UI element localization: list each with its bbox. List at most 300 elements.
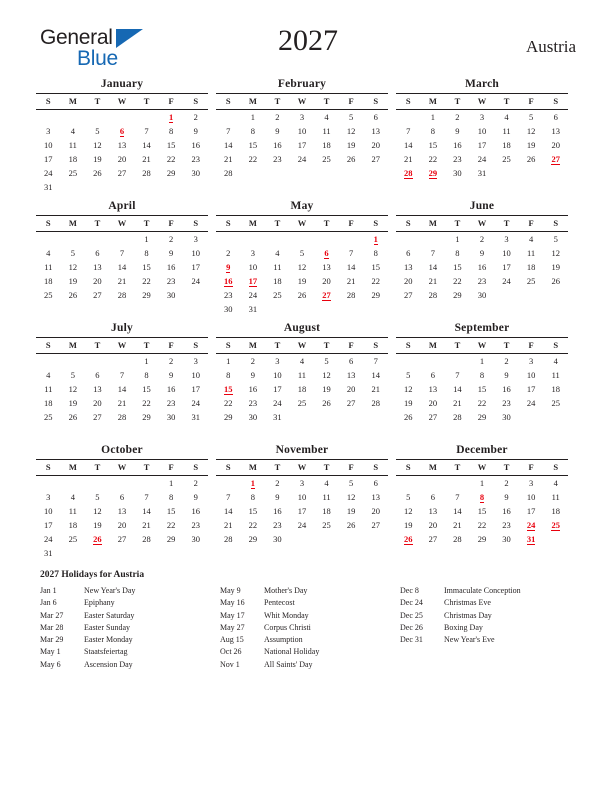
day-cell[interactable]	[519, 504, 544, 518]
day-cell[interactable]	[494, 232, 519, 247]
day-cell[interactable]	[494, 532, 519, 546]
day-cell[interactable]	[290, 110, 315, 125]
day-cell[interactable]	[396, 138, 421, 152]
day-cell[interactable]	[470, 124, 495, 138]
day-cell[interactable]	[339, 124, 364, 138]
day-cell[interactable]	[241, 152, 266, 166]
day-cell[interactable]	[85, 274, 110, 288]
day-cell[interactable]	[339, 518, 364, 532]
day-cell[interactable]	[216, 302, 241, 316]
day-cell[interactable]	[396, 382, 421, 396]
day-cell[interactable]	[421, 504, 446, 518]
day-cell[interactable]	[183, 518, 208, 532]
day-cell[interactable]	[421, 288, 446, 302]
day-cell[interactable]	[290, 504, 315, 518]
day-cell[interactable]	[421, 138, 446, 152]
day-cell[interactable]	[543, 274, 568, 288]
day-cell[interactable]	[470, 396, 495, 410]
day-cell[interactable]	[314, 354, 339, 369]
day-cell[interactable]	[314, 396, 339, 410]
day-cell[interactable]	[396, 490, 421, 504]
day-cell[interactable]	[36, 504, 61, 518]
day-cell[interactable]	[314, 246, 339, 260]
day-cell[interactable]	[494, 260, 519, 274]
day-cell[interactable]	[110, 504, 135, 518]
day-cell[interactable]	[216, 274, 241, 288]
day-cell[interactable]	[241, 124, 266, 138]
day-cell[interactable]	[470, 382, 495, 396]
day-cell[interactable]	[543, 490, 568, 504]
day-cell[interactable]	[445, 504, 470, 518]
day-cell[interactable]	[314, 138, 339, 152]
day-cell[interactable]	[543, 396, 568, 410]
day-cell[interactable]	[159, 166, 184, 180]
day-cell[interactable]	[339, 504, 364, 518]
day-cell[interactable]	[85, 288, 110, 302]
day-cell[interactable]	[61, 124, 86, 138]
day-cell[interactable]	[241, 110, 266, 125]
day-cell[interactable]	[339, 382, 364, 396]
day-cell[interactable]	[363, 138, 388, 152]
day-cell[interactable]	[543, 232, 568, 247]
day-cell[interactable]	[314, 476, 339, 491]
day-cell[interactable]	[216, 124, 241, 138]
day-cell[interactable]	[519, 246, 544, 260]
day-cell[interactable]	[519, 124, 544, 138]
day-cell[interactable]	[290, 396, 315, 410]
day-cell[interactable]	[134, 504, 159, 518]
day-cell[interactable]	[159, 232, 184, 247]
day-cell[interactable]	[290, 368, 315, 382]
day-cell[interactable]	[494, 410, 519, 424]
day-cell[interactable]	[216, 166, 241, 180]
day-cell[interactable]	[36, 532, 61, 546]
day-cell[interactable]	[519, 138, 544, 152]
day-cell[interactable]	[241, 518, 266, 532]
day-cell[interactable]	[445, 246, 470, 260]
day-cell[interactable]	[396, 152, 421, 166]
day-cell[interactable]	[265, 382, 290, 396]
day-cell[interactable]	[543, 476, 568, 491]
day-cell[interactable]	[519, 152, 544, 166]
day-cell[interactable]	[216, 396, 241, 410]
day-cell[interactable]	[85, 532, 110, 546]
day-cell[interactable]	[494, 110, 519, 125]
day-cell[interactable]	[61, 166, 86, 180]
day-cell[interactable]	[36, 368, 61, 382]
day-cell[interactable]	[85, 260, 110, 274]
day-cell[interactable]	[421, 246, 446, 260]
day-cell[interactable]	[241, 532, 266, 546]
day-cell[interactable]	[159, 138, 184, 152]
day-cell[interactable]	[494, 354, 519, 369]
day-cell[interactable]	[61, 490, 86, 504]
day-cell[interactable]	[183, 532, 208, 546]
day-cell[interactable]	[396, 396, 421, 410]
day-cell[interactable]	[445, 124, 470, 138]
day-cell[interactable]	[290, 246, 315, 260]
day-cell[interactable]	[216, 138, 241, 152]
day-cell[interactable]	[134, 274, 159, 288]
day-cell[interactable]	[396, 518, 421, 532]
day-cell[interactable]	[134, 382, 159, 396]
day-cell[interactable]	[134, 288, 159, 302]
day-cell[interactable]	[470, 504, 495, 518]
day-cell[interactable]	[183, 504, 208, 518]
day-cell[interactable]	[470, 166, 495, 180]
day-cell[interactable]	[241, 476, 266, 491]
day-cell[interactable]	[85, 152, 110, 166]
day-cell[interactable]	[216, 288, 241, 302]
day-cell[interactable]	[183, 368, 208, 382]
day-cell[interactable]	[110, 490, 135, 504]
day-cell[interactable]	[241, 504, 266, 518]
day-cell[interactable]	[396, 124, 421, 138]
day-cell[interactable]	[183, 166, 208, 180]
day-cell[interactable]	[85, 410, 110, 424]
day-cell[interactable]	[339, 138, 364, 152]
day-cell[interactable]	[159, 152, 184, 166]
day-cell[interactable]	[36, 246, 61, 260]
day-cell[interactable]	[61, 518, 86, 532]
day-cell[interactable]	[134, 532, 159, 546]
day-cell[interactable]	[396, 532, 421, 546]
day-cell[interactable]	[110, 152, 135, 166]
day-cell[interactable]	[265, 476, 290, 491]
day-cell[interactable]	[339, 246, 364, 260]
day-cell[interactable]	[314, 518, 339, 532]
day-cell[interactable]	[470, 246, 495, 260]
day-cell[interactable]	[290, 354, 315, 369]
day-cell[interactable]	[216, 152, 241, 166]
day-cell[interactable]	[241, 382, 266, 396]
day-cell[interactable]	[36, 180, 61, 194]
day-cell[interactable]	[339, 288, 364, 302]
day-cell[interactable]	[241, 410, 266, 424]
day-cell[interactable]	[494, 382, 519, 396]
day-cell[interactable]	[134, 152, 159, 166]
day-cell[interactable]	[339, 396, 364, 410]
day-cell[interactable]	[445, 532, 470, 546]
day-cell[interactable]	[421, 274, 446, 288]
day-cell[interactable]	[445, 368, 470, 382]
day-cell[interactable]	[61, 504, 86, 518]
day-cell[interactable]	[134, 138, 159, 152]
day-cell[interactable]	[134, 410, 159, 424]
day-cell[interactable]	[159, 532, 184, 546]
day-cell[interactable]	[216, 504, 241, 518]
day-cell[interactable]	[494, 246, 519, 260]
day-cell[interactable]	[519, 274, 544, 288]
day-cell[interactable]	[183, 382, 208, 396]
day-cell[interactable]	[85, 124, 110, 138]
day-cell[interactable]	[134, 124, 159, 138]
day-cell[interactable]	[85, 396, 110, 410]
day-cell[interactable]	[110, 124, 135, 138]
day-cell[interactable]	[134, 518, 159, 532]
day-cell[interactable]	[265, 354, 290, 369]
day-cell[interactable]	[134, 396, 159, 410]
day-cell[interactable]	[216, 490, 241, 504]
day-cell[interactable]	[363, 518, 388, 532]
day-cell[interactable]	[241, 288, 266, 302]
day-cell[interactable]	[36, 546, 61, 560]
day-cell[interactable]	[265, 504, 290, 518]
day-cell[interactable]	[363, 382, 388, 396]
day-cell[interactable]	[470, 138, 495, 152]
day-cell[interactable]	[363, 110, 388, 125]
day-cell[interactable]	[470, 232, 495, 247]
day-cell[interactable]	[494, 396, 519, 410]
day-cell[interactable]	[314, 382, 339, 396]
day-cell[interactable]	[110, 274, 135, 288]
day-cell[interactable]	[445, 138, 470, 152]
day-cell[interactable]	[36, 490, 61, 504]
day-cell[interactable]	[470, 274, 495, 288]
day-cell[interactable]	[470, 532, 495, 546]
day-cell[interactable]	[421, 410, 446, 424]
day-cell[interactable]	[216, 260, 241, 274]
day-cell[interactable]	[85, 518, 110, 532]
day-cell[interactable]	[519, 532, 544, 546]
day-cell[interactable]	[183, 260, 208, 274]
day-cell[interactable]	[110, 368, 135, 382]
day-cell[interactable]	[363, 354, 388, 369]
day-cell[interactable]	[396, 410, 421, 424]
day-cell[interactable]	[183, 490, 208, 504]
day-cell[interactable]	[396, 504, 421, 518]
day-cell[interactable]	[543, 260, 568, 274]
day-cell[interactable]	[183, 124, 208, 138]
day-cell[interactable]	[36, 152, 61, 166]
day-cell[interactable]	[159, 396, 184, 410]
day-cell[interactable]	[61, 260, 86, 274]
day-cell[interactable]	[494, 138, 519, 152]
day-cell[interactable]	[290, 490, 315, 504]
day-cell[interactable]	[241, 368, 266, 382]
day-cell[interactable]	[339, 110, 364, 125]
day-cell[interactable]	[61, 368, 86, 382]
day-cell[interactable]	[290, 138, 315, 152]
day-cell[interactable]	[396, 288, 421, 302]
day-cell[interactable]	[421, 518, 446, 532]
day-cell[interactable]	[396, 166, 421, 180]
day-cell[interactable]	[445, 274, 470, 288]
day-cell[interactable]	[363, 124, 388, 138]
day-cell[interactable]	[183, 410, 208, 424]
day-cell[interactable]	[421, 260, 446, 274]
day-cell[interactable]	[421, 490, 446, 504]
day-cell[interactable]	[36, 138, 61, 152]
day-cell[interactable]	[134, 260, 159, 274]
day-cell[interactable]	[216, 518, 241, 532]
day-cell[interactable]	[216, 532, 241, 546]
day-cell[interactable]	[159, 124, 184, 138]
day-cell[interactable]	[363, 274, 388, 288]
day-cell[interactable]	[363, 504, 388, 518]
day-cell[interactable]	[216, 246, 241, 260]
day-cell[interactable]	[216, 410, 241, 424]
day-cell[interactable]	[445, 490, 470, 504]
day-cell[interactable]	[265, 490, 290, 504]
day-cell[interactable]	[396, 274, 421, 288]
day-cell[interactable]	[134, 368, 159, 382]
day-cell[interactable]	[421, 368, 446, 382]
day-cell[interactable]	[445, 152, 470, 166]
day-cell[interactable]	[470, 490, 495, 504]
day-cell[interactable]	[519, 382, 544, 396]
day-cell[interactable]	[241, 138, 266, 152]
day-cell[interactable]	[445, 382, 470, 396]
day-cell[interactable]	[290, 274, 315, 288]
day-cell[interactable]	[421, 152, 446, 166]
day-cell[interactable]	[61, 246, 86, 260]
day-cell[interactable]	[470, 152, 495, 166]
day-cell[interactable]	[61, 382, 86, 396]
day-cell[interactable]	[36, 518, 61, 532]
day-cell[interactable]	[543, 246, 568, 260]
day-cell[interactable]	[241, 274, 266, 288]
day-cell[interactable]	[61, 532, 86, 546]
day-cell[interactable]	[85, 504, 110, 518]
day-cell[interactable]	[519, 476, 544, 491]
day-cell[interactable]	[290, 382, 315, 396]
day-cell[interactable]	[134, 354, 159, 369]
day-cell[interactable]	[290, 288, 315, 302]
day-cell[interactable]	[241, 260, 266, 274]
day-cell[interactable]	[110, 246, 135, 260]
day-cell[interactable]	[543, 124, 568, 138]
day-cell[interactable]	[241, 246, 266, 260]
day-cell[interactable]	[159, 504, 184, 518]
day-cell[interactable]	[519, 260, 544, 274]
day-cell[interactable]	[339, 354, 364, 369]
day-cell[interactable]	[363, 476, 388, 491]
day-cell[interactable]	[134, 246, 159, 260]
day-cell[interactable]	[494, 490, 519, 504]
day-cell[interactable]	[36, 166, 61, 180]
day-cell[interactable]	[314, 504, 339, 518]
day-cell[interactable]	[494, 124, 519, 138]
day-cell[interactable]	[339, 368, 364, 382]
day-cell[interactable]	[363, 152, 388, 166]
day-cell[interactable]	[265, 274, 290, 288]
day-cell[interactable]	[396, 246, 421, 260]
day-cell[interactable]	[110, 532, 135, 546]
day-cell[interactable]	[159, 382, 184, 396]
day-cell[interactable]	[445, 288, 470, 302]
day-cell[interactable]	[36, 410, 61, 424]
day-cell[interactable]	[110, 382, 135, 396]
day-cell[interactable]	[543, 110, 568, 125]
day-cell[interactable]	[314, 260, 339, 274]
day-cell[interactable]	[159, 368, 184, 382]
day-cell[interactable]	[36, 260, 61, 274]
day-cell[interactable]	[85, 368, 110, 382]
day-cell[interactable]	[543, 138, 568, 152]
day-cell[interactable]	[183, 476, 208, 491]
day-cell[interactable]	[519, 354, 544, 369]
day-cell[interactable]	[265, 368, 290, 382]
day-cell[interactable]	[421, 396, 446, 410]
day-cell[interactable]	[110, 166, 135, 180]
day-cell[interactable]	[183, 152, 208, 166]
day-cell[interactable]	[363, 246, 388, 260]
day-cell[interactable]	[183, 138, 208, 152]
day-cell[interactable]	[290, 476, 315, 491]
day-cell[interactable]	[314, 490, 339, 504]
day-cell[interactable]	[134, 232, 159, 247]
day-cell[interactable]	[85, 138, 110, 152]
day-cell[interactable]	[61, 396, 86, 410]
day-cell[interactable]	[290, 518, 315, 532]
day-cell[interactable]	[134, 166, 159, 180]
day-cell[interactable]	[421, 382, 446, 396]
day-cell[interactable]	[290, 124, 315, 138]
day-cell[interactable]	[494, 504, 519, 518]
day-cell[interactable]	[241, 396, 266, 410]
day-cell[interactable]	[519, 110, 544, 125]
day-cell[interactable]	[363, 396, 388, 410]
day-cell[interactable]	[290, 260, 315, 274]
day-cell[interactable]	[159, 476, 184, 491]
day-cell[interactable]	[470, 368, 495, 382]
day-cell[interactable]	[265, 110, 290, 125]
day-cell[interactable]	[110, 396, 135, 410]
day-cell[interactable]	[110, 410, 135, 424]
day-cell[interactable]	[445, 396, 470, 410]
day-cell[interactable]	[110, 260, 135, 274]
day-cell[interactable]	[363, 232, 388, 247]
day-cell[interactable]	[314, 110, 339, 125]
day-cell[interactable]	[470, 410, 495, 424]
day-cell[interactable]	[543, 382, 568, 396]
day-cell[interactable]	[110, 288, 135, 302]
day-cell[interactable]	[314, 152, 339, 166]
day-cell[interactable]	[470, 354, 495, 369]
day-cell[interactable]	[339, 152, 364, 166]
day-cell[interactable]	[543, 368, 568, 382]
day-cell[interactable]	[159, 518, 184, 532]
day-cell[interactable]	[445, 260, 470, 274]
day-cell[interactable]	[265, 532, 290, 546]
day-cell[interactable]	[445, 232, 470, 247]
day-cell[interactable]	[265, 138, 290, 152]
day-cell[interactable]	[183, 354, 208, 369]
day-cell[interactable]	[445, 410, 470, 424]
day-cell[interactable]	[85, 166, 110, 180]
day-cell[interactable]	[159, 260, 184, 274]
day-cell[interactable]	[110, 518, 135, 532]
day-cell[interactable]	[519, 368, 544, 382]
day-cell[interactable]	[85, 382, 110, 396]
day-cell[interactable]	[36, 382, 61, 396]
day-cell[interactable]	[494, 152, 519, 166]
day-cell[interactable]	[61, 138, 86, 152]
day-cell[interactable]	[85, 490, 110, 504]
day-cell[interactable]	[265, 124, 290, 138]
day-cell[interactable]	[314, 124, 339, 138]
day-cell[interactable]	[159, 246, 184, 260]
day-cell[interactable]	[494, 368, 519, 382]
day-cell[interactable]	[470, 110, 495, 125]
day-cell[interactable]	[363, 368, 388, 382]
day-cell[interactable]	[61, 152, 86, 166]
day-cell[interactable]	[159, 274, 184, 288]
day-cell[interactable]	[421, 532, 446, 546]
day-cell[interactable]	[265, 152, 290, 166]
day-cell[interactable]	[36, 288, 61, 302]
